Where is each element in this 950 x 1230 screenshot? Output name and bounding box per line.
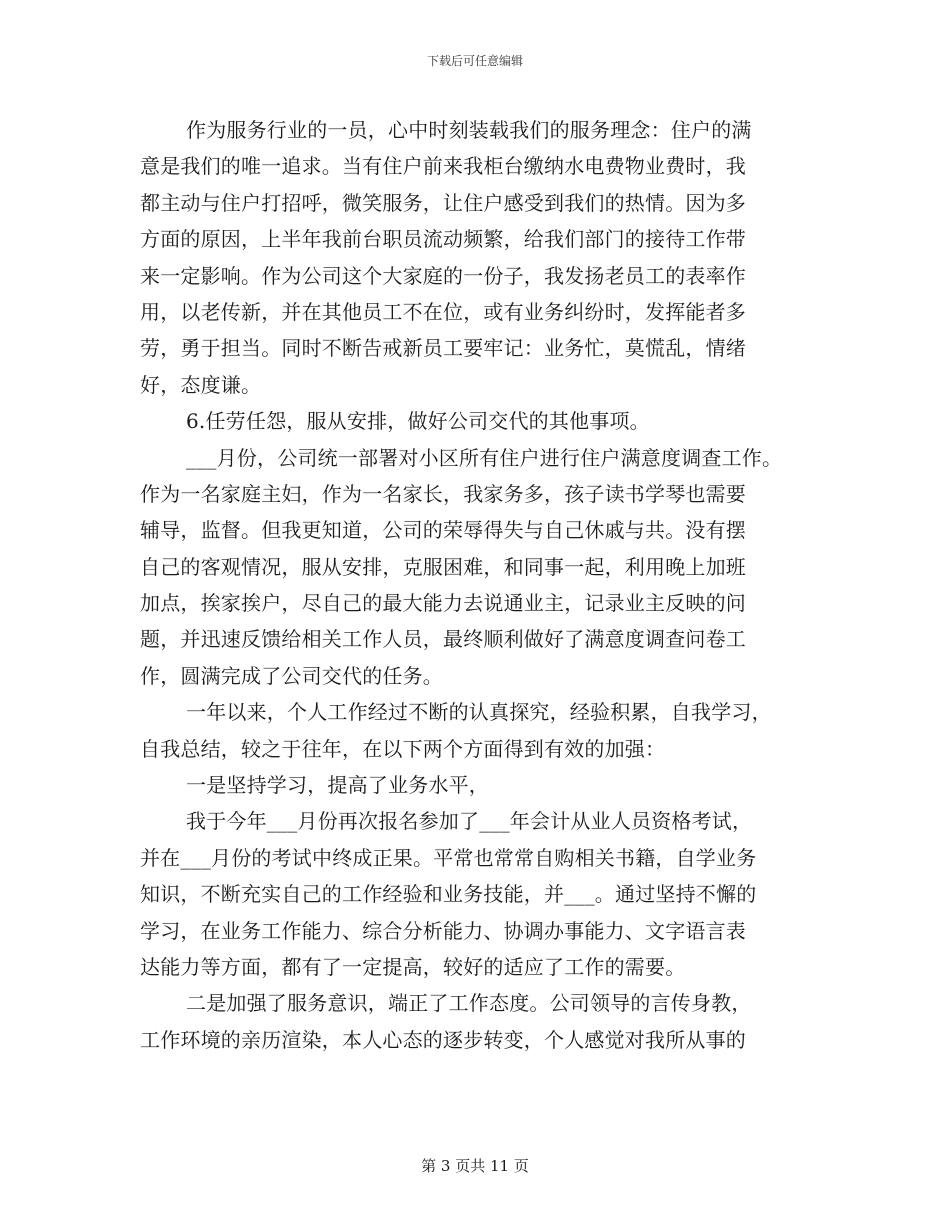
text-line: 劳，勇于担当。同时不断告戒新员工要牢记：业务忙，莫慌乱，情绪 bbox=[140, 336, 746, 361]
text-line: 方面的原因，上半年我前台职员流动频繁，给我们部门的接待工作带 bbox=[140, 227, 746, 252]
text-line: 题，并迅速反馈给相关工作人员，最终顺利做好了满意度调查问卷工 bbox=[140, 627, 746, 652]
text-line: 一年以来，个人工作经过不断的认真探究，经验积累，自我学习， bbox=[186, 700, 772, 725]
text-line: 辅导，监督。但我更知道，公司的荣辱得失与自己休戚与共。没有摆 bbox=[140, 518, 746, 543]
document-body bbox=[140, 112, 820, 1058]
text-line: 一是坚持学习，提高了业务水平， bbox=[186, 773, 489, 798]
text-line: 好，态度谦。 bbox=[140, 372, 262, 397]
text-line: 作为一名家庭主妇，作为一名家长，我家务多，孩子读书学琴也需要 bbox=[140, 481, 746, 506]
text-line: 知识，不断充实自己的工作经验和业务技能，并___。通过坚持不懈的 bbox=[140, 882, 757, 907]
text-line: 作，圆满完成了公司交代的任务。 bbox=[140, 663, 443, 688]
text-line: 来一定影响。作为公司这个大家庭的一份子，我发扬老员工的表率作 bbox=[140, 263, 746, 288]
text-line: 用，以老传新，并在其他员工不在位，或有业务纠纷时，发挥能者多 bbox=[140, 299, 746, 324]
text-line: 自己的客观情况，服从安排，克服困难，和同事一起，利用晚上加班 bbox=[140, 554, 746, 579]
text-line: 6.任劳任怨，服从安排，做好公司交代的其他事项。 bbox=[186, 409, 650, 434]
text-line: 二是加强了服务意识，端正了工作态度。公司领导的言传身教， bbox=[186, 991, 752, 1016]
page-number: 第 3 页共 11 页 bbox=[421, 1157, 529, 1175]
text-line: 我于今年___月份再次报名参加了___年会计从业人员资格考试， bbox=[186, 809, 753, 834]
text-line: 学习，在业务工作能力、综合分析能力、协调办事能力、文字语言表 bbox=[140, 918, 746, 943]
text-line: ___月份，公司统一部署对小区所有住户进行住户满意度调查工作。 bbox=[186, 445, 783, 470]
text-line: 意是我们的唯一追求。当有住户前来我柜台缴纳水电费物业费时，我 bbox=[140, 154, 746, 179]
text-line: 作为服务行业的一员，心中时刻装载我们的服务理念：住户的满 bbox=[186, 118, 752, 142]
text-line: 都主动与住户打招呼，微笑服务，让住户感受到我们的热情。因为多 bbox=[140, 190, 746, 215]
text-line: 加点，挨家挨户，尽自己的最大能力去说通业主，记录业主反映的问 bbox=[140, 591, 746, 616]
text-line: 自我总结，较之于往年，在以下两个方面得到有效的加强： bbox=[140, 736, 666, 761]
text-line: 并在___月份的考试中终成正果。平常也常常自购相关书籍，自学业务 bbox=[140, 845, 757, 870]
text-line: 工作环境的亲历渲染，本人心态的逐步转变，个人感觉对我所从事的 bbox=[140, 1027, 746, 1052]
page-header: 下载后可任意编辑 bbox=[426, 54, 523, 68]
text-line: 达能力等方面，都有了一定提高，较好的适应了工作的需要。 bbox=[140, 954, 686, 979]
